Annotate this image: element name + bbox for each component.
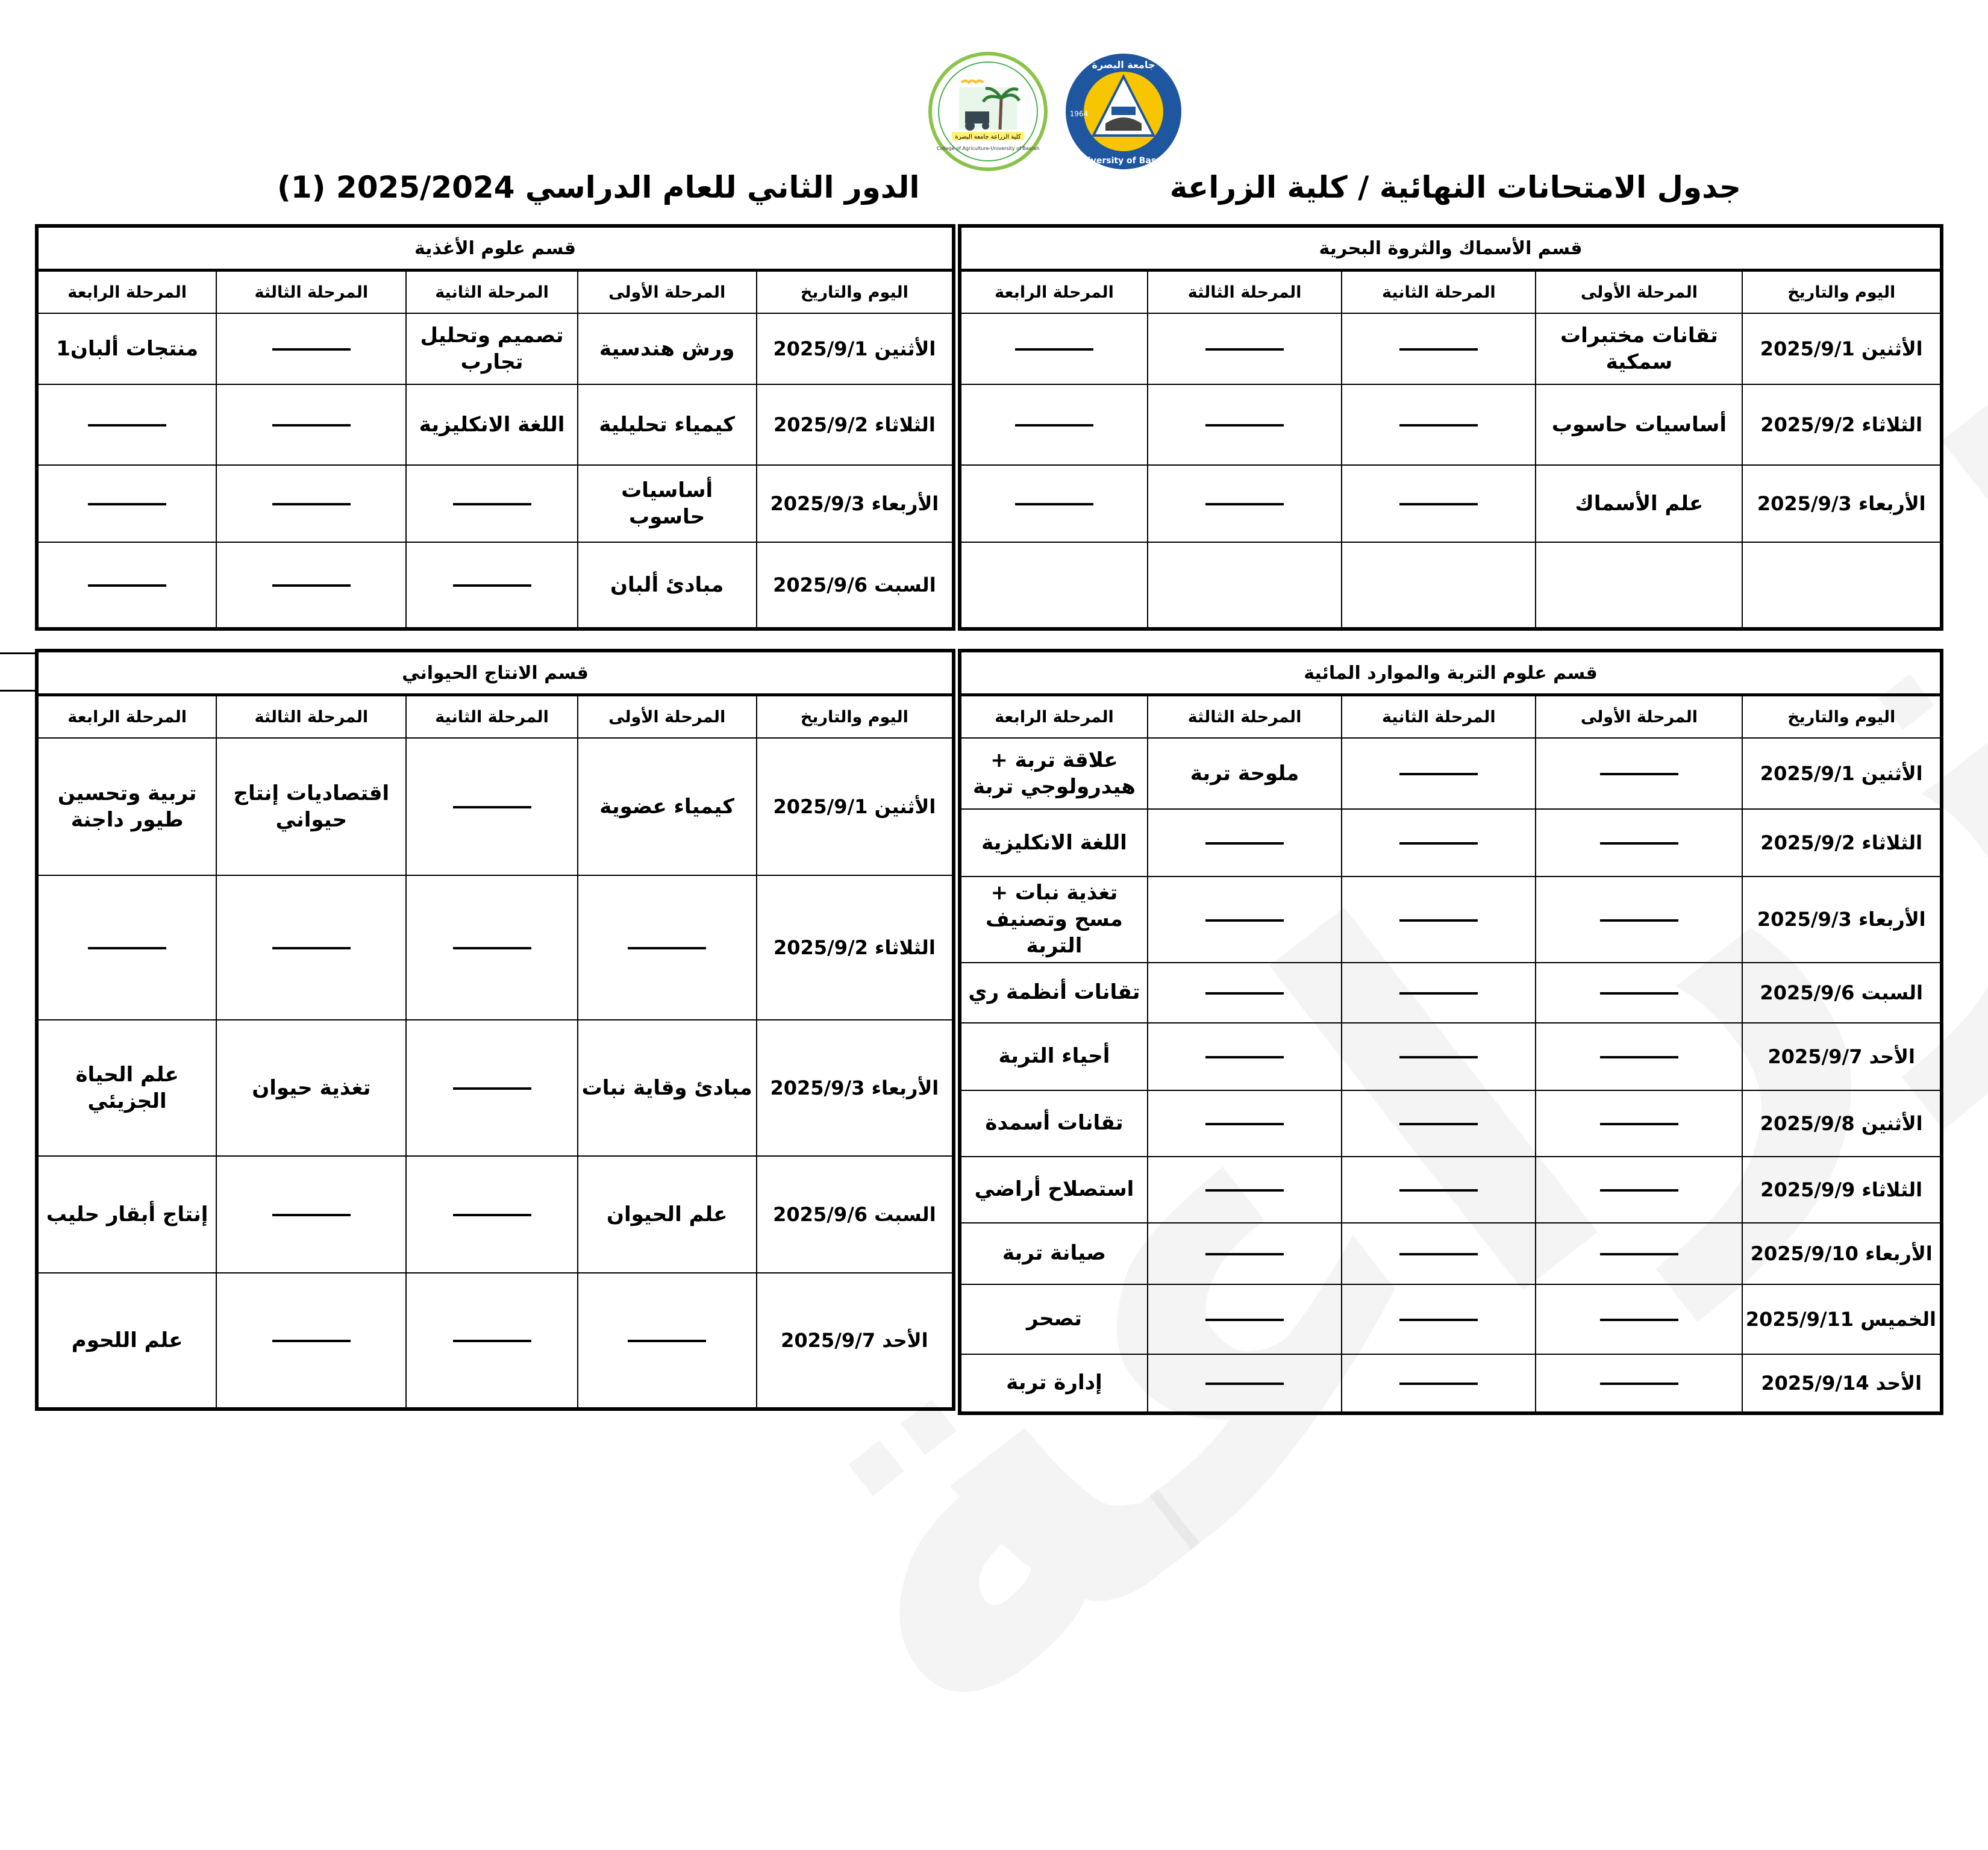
table-row bbox=[37, 1273, 954, 1409]
exam-date-cell: الأربعاء 2025/9/10 bbox=[1742, 1223, 1942, 1284]
table-row bbox=[37, 384, 954, 465]
logo-agri-arabic: كلية الزراعة جامعة البصرة bbox=[955, 134, 1021, 140]
table-row bbox=[37, 1156, 954, 1273]
empty-dash-cell bbox=[406, 738, 577, 875]
empty-dash-cell bbox=[1148, 1284, 1342, 1354]
empty-dash-cell bbox=[1148, 809, 1342, 877]
dash-line bbox=[1205, 1319, 1284, 1321]
subject-cell-stage-2: تصميم وتحليل تجارب bbox=[406, 313, 577, 384]
dash-line bbox=[1205, 919, 1284, 922]
exam-date-cell: الخميس 2025/9/11 bbox=[1742, 1284, 1942, 1354]
empty-dash-cell bbox=[1536, 1354, 1742, 1413]
dash-line bbox=[1600, 1056, 1678, 1058]
subject-cell-stage-2: اللغة الانكليزية bbox=[406, 384, 577, 465]
table-row bbox=[960, 542, 1942, 629]
empty-dash-cell bbox=[1536, 1157, 1742, 1223]
empty-dash-cell bbox=[1148, 313, 1342, 384]
subject-cell-stage-4: إنتاج أبقار حليب bbox=[37, 1156, 216, 1273]
column-header-stage-4: المرحلة الرابعة bbox=[37, 270, 216, 314]
dash-line bbox=[272, 424, 351, 427]
schedule-title: جدول الامتحانات النهائية / كلية الزراعة bbox=[1169, 170, 1741, 205]
dash-line bbox=[453, 947, 531, 949]
dash-line bbox=[1600, 1189, 1678, 1192]
empty-dash-cell bbox=[406, 1020, 577, 1156]
exam-date-cell: السبت 2025/9/6 bbox=[757, 542, 954, 629]
department-title: قسم الانتاج الحيواني bbox=[37, 651, 954, 695]
subject-cell-stage-3 bbox=[1148, 542, 1342, 629]
empty-dash-cell bbox=[1342, 809, 1536, 877]
exam-date-cell: الأثنين 2025/9/1 bbox=[757, 313, 954, 384]
subject-cell-stage-1: مبادئ ألبان bbox=[578, 542, 757, 629]
column-header-stage-2: المرحلة الثانية bbox=[1342, 695, 1536, 739]
empty-dash-cell bbox=[216, 465, 406, 542]
empty-dash-cell bbox=[1536, 1284, 1742, 1354]
empty-dash-cell bbox=[1536, 1090, 1742, 1157]
exam-date-cell: الأثنين 2025/9/8 bbox=[1742, 1090, 1942, 1157]
empty-dash-cell bbox=[1342, 1090, 1536, 1157]
empty-dash-cell bbox=[1342, 1284, 1536, 1354]
dash-line bbox=[453, 503, 531, 505]
subject-cell-stage-4: علم الحياة الجزيئي bbox=[37, 1020, 216, 1156]
logos bbox=[928, 51, 1193, 172]
empty-dash-cell bbox=[578, 1273, 757, 1409]
subject-cell-stage-4: تقانات أسمدة bbox=[960, 1090, 1148, 1157]
margin-line-top bbox=[0, 652, 37, 654]
subject-cell-stage-3: اقتصاديات إنتاج حيواني bbox=[216, 738, 406, 875]
empty-dash-cell bbox=[1536, 877, 1742, 963]
exam-date-cell: الأربعاء 2025/9/3 bbox=[757, 465, 954, 542]
empty-dash-cell bbox=[1342, 313, 1536, 384]
table-row bbox=[960, 1023, 1942, 1090]
empty-dash-cell bbox=[960, 313, 1148, 384]
dash-line bbox=[1399, 1123, 1478, 1125]
exam-date-cell: الأربعاء 2025/9/3 bbox=[1742, 877, 1942, 963]
table-row bbox=[37, 313, 954, 384]
column-header-row bbox=[960, 695, 1942, 739]
column-header-stage-2: المرحلة الثانية bbox=[406, 270, 577, 314]
column-header-day-date: اليوم والتاريخ bbox=[757, 270, 954, 314]
subject-cell-stage-4: استصلاح أراضي bbox=[960, 1157, 1148, 1223]
empty-dash-cell bbox=[216, 313, 406, 384]
dash-line bbox=[453, 1087, 531, 1090]
table-row bbox=[960, 1090, 1942, 1157]
margin-line-bottom bbox=[0, 690, 37, 692]
dash-line bbox=[1015, 424, 1093, 427]
empty-dash-cell bbox=[1148, 877, 1342, 963]
subject-cell-stage-4 bbox=[960, 542, 1148, 629]
column-header-stage-1: المرحلة الأولى bbox=[1536, 695, 1742, 739]
empty-dash-cell bbox=[406, 875, 577, 1020]
exam-date-cell: الثلاثاء 2025/9/2 bbox=[757, 875, 954, 1020]
dash-line bbox=[1205, 503, 1284, 505]
table-row bbox=[960, 877, 1942, 963]
subject-cell-stage-4: تقانات أنظمة ري bbox=[960, 963, 1148, 1023]
department-title: قسم علوم الأغذية bbox=[37, 226, 954, 270]
subject-cell-stage-1: ورش هندسية bbox=[578, 313, 757, 384]
dash-line bbox=[628, 1340, 706, 1342]
empty-dash-cell bbox=[1148, 1023, 1342, 1090]
dash-line bbox=[1600, 773, 1678, 775]
exam-date-cell: الأثنين 2025/9/1 bbox=[1742, 738, 1942, 809]
subject-cell-stage-1: علم الحيوان bbox=[578, 1156, 757, 1273]
logo-uni-text: University of Basrah bbox=[1075, 156, 1172, 166]
empty-dash-cell bbox=[1342, 384, 1536, 465]
dash-line bbox=[453, 584, 531, 587]
department-title: قسم علوم التربة والموارد المائية bbox=[960, 651, 1942, 695]
logo-uni-arabic: جامعة البصرة bbox=[1092, 59, 1155, 70]
column-header-day-date: اليوم والتاريخ bbox=[757, 695, 954, 739]
table-row bbox=[960, 809, 1942, 877]
empty-dash-cell bbox=[1148, 384, 1342, 465]
empty-dash-cell bbox=[37, 465, 216, 542]
empty-dash-cell bbox=[216, 542, 406, 629]
exam-date-cell: الأربعاء 2025/9/3 bbox=[1742, 465, 1942, 542]
exam-date-cell: الأحد 2025/9/7 bbox=[1742, 1023, 1942, 1090]
empty-dash-cell bbox=[406, 542, 577, 629]
dash-line bbox=[272, 348, 351, 351]
dash-line bbox=[1600, 1253, 1678, 1255]
dash-line bbox=[1205, 992, 1284, 995]
subject-cell-stage-1: أساسيات حاسوب bbox=[1536, 384, 1742, 465]
column-header-stage-3: المرحلة الثالثة bbox=[216, 695, 406, 739]
table-row bbox=[37, 875, 954, 1020]
dash-line bbox=[88, 947, 166, 949]
empty-dash-cell bbox=[37, 542, 216, 629]
column-header-stage-3: المرحلة الثالثة bbox=[1148, 270, 1342, 314]
dash-line bbox=[1205, 1189, 1284, 1192]
dash-line bbox=[453, 1214, 531, 1216]
dash-line bbox=[1205, 1123, 1284, 1125]
subject-cell-stage-4: تربية وتحسين طيور داجنة bbox=[37, 738, 216, 875]
empty-dash-cell bbox=[1536, 1223, 1742, 1284]
column-header-row bbox=[37, 695, 954, 739]
exam-date-cell: الثلاثاء 2025/9/2 bbox=[1742, 384, 1942, 465]
dash-line bbox=[1600, 842, 1678, 845]
column-header-day-date: اليوم والتاريخ bbox=[1742, 270, 1942, 314]
dash-line bbox=[1399, 424, 1478, 427]
subject-cell-stage-2 bbox=[1342, 542, 1536, 629]
empty-dash-cell bbox=[1536, 738, 1742, 809]
logo-uni-year: 1964 bbox=[1069, 110, 1089, 118]
table-row bbox=[960, 1223, 1942, 1284]
subject-cell-stage-4: صيانة تربة bbox=[960, 1223, 1148, 1284]
dash-line bbox=[1205, 424, 1284, 427]
dash-line bbox=[1399, 503, 1478, 505]
dash-line bbox=[453, 1340, 531, 1342]
empty-dash-cell bbox=[216, 384, 406, 465]
subject-cell-stage-1: أساسيات حاسوب bbox=[578, 465, 757, 542]
column-header-stage-4: المرحلة الرابعة bbox=[37, 695, 216, 739]
empty-dash-cell bbox=[37, 875, 216, 1020]
table-row bbox=[960, 465, 1942, 542]
subject-cell-stage-1: تقانات مختبرات سمكية bbox=[1536, 313, 1742, 384]
empty-dash-cell bbox=[1536, 1023, 1742, 1090]
dash-line bbox=[272, 1340, 351, 1342]
empty-dash-cell bbox=[1536, 963, 1742, 1023]
dash-line bbox=[272, 503, 351, 505]
subject-cell-stage-4: إدارة تربة bbox=[960, 1354, 1148, 1413]
exam-date-cell: الأثنين 2025/9/1 bbox=[757, 738, 954, 875]
empty-dash-cell bbox=[1148, 1090, 1342, 1157]
university-of-basrah-logo bbox=[1063, 51, 1184, 172]
empty-dash-cell bbox=[1342, 1223, 1536, 1284]
empty-dash-cell bbox=[1148, 465, 1342, 542]
college-of-agriculture-logo bbox=[928, 51, 1048, 172]
dash-line bbox=[1399, 1383, 1478, 1385]
exam-date-cell: الأثنين 2025/9/1 bbox=[1742, 313, 1942, 384]
dash-line bbox=[1205, 1383, 1284, 1385]
column-header-stage-3: المرحلة الثالثة bbox=[1148, 695, 1342, 739]
column-header-stage-4: المرحلة الرابعة bbox=[960, 270, 1148, 314]
table-row bbox=[37, 1020, 954, 1156]
column-header-stage-1: المرحلة الأولى bbox=[578, 270, 757, 314]
subject-cell-stage-3: تغذية حيوان bbox=[216, 1020, 406, 1156]
column-header-stage-3: المرحلة الثالثة bbox=[216, 270, 406, 314]
column-header-stage-2: المرحلة الثانية bbox=[406, 695, 577, 739]
subject-cell-stage-4: منتجات ألبان1 bbox=[37, 313, 216, 384]
table-row bbox=[960, 963, 1942, 1023]
column-header-stage-1: المرحلة الأولى bbox=[578, 695, 757, 739]
food-department-table bbox=[35, 224, 955, 631]
empty-dash-cell bbox=[1536, 809, 1742, 877]
dash-line bbox=[1205, 348, 1284, 351]
dash-line bbox=[1600, 1383, 1678, 1385]
subject-cell-stage-4: اللغة الانكليزية bbox=[960, 809, 1148, 877]
dash-line bbox=[272, 947, 351, 949]
dash-line bbox=[272, 584, 351, 587]
dash-line bbox=[88, 424, 166, 427]
empty-dash-cell bbox=[406, 1156, 577, 1273]
subject-cell-stage-4: تصحر bbox=[960, 1284, 1148, 1354]
subject-cell-stage-4: علم اللحوم bbox=[37, 1273, 216, 1409]
empty-dash-cell bbox=[1148, 1354, 1342, 1413]
dash-line bbox=[1205, 1253, 1284, 1255]
empty-dash-cell bbox=[1342, 1354, 1536, 1413]
dash-line bbox=[1600, 1319, 1678, 1321]
empty-dash-cell bbox=[216, 875, 406, 1020]
soil-department-table bbox=[958, 649, 1943, 1415]
column-header-stage-1: المرحلة الأولى bbox=[1536, 270, 1742, 314]
empty-dash-cell bbox=[1148, 963, 1342, 1023]
exam-date-cell: السبت 2025/9/6 bbox=[1742, 963, 1942, 1023]
dash-line bbox=[88, 584, 166, 587]
logo-agri-text: College of Agriculture-University of Basrah bbox=[936, 146, 1040, 151]
table-row bbox=[960, 1354, 1942, 1413]
animal-department-table bbox=[35, 649, 955, 1411]
dash-line bbox=[1399, 348, 1478, 351]
empty-dash-cell bbox=[1342, 963, 1536, 1023]
dash-line bbox=[1399, 1319, 1478, 1321]
empty-dash-cell bbox=[1342, 465, 1536, 542]
empty-dash-cell bbox=[960, 465, 1148, 542]
subject-cell-stage-4: تغذية نبات + مسح وتصنيف التربة bbox=[960, 877, 1148, 963]
dash-line bbox=[628, 947, 706, 949]
exam-date-cell: الأحد 2025/9/14 bbox=[1742, 1354, 1942, 1413]
empty-dash-cell bbox=[1148, 1157, 1342, 1223]
department-title: قسم الأسماك والثروة البحرية bbox=[960, 226, 1942, 270]
empty-dash-cell bbox=[1342, 1023, 1536, 1090]
empty-dash-cell bbox=[1342, 877, 1536, 963]
exam-date-cell bbox=[1742, 542, 1942, 629]
dash-line bbox=[453, 806, 531, 808]
subject-cell-stage-4: أحياء التربة bbox=[960, 1023, 1148, 1090]
dash-line bbox=[1600, 992, 1678, 995]
dash-line bbox=[1399, 919, 1478, 922]
dash-line bbox=[1015, 503, 1093, 505]
column-header-row bbox=[37, 270, 954, 314]
fish-department-table bbox=[958, 224, 1943, 631]
dash-line bbox=[1399, 1253, 1478, 1255]
table-row bbox=[960, 384, 1942, 465]
dash-line bbox=[272, 1214, 351, 1216]
empty-dash-cell bbox=[216, 1156, 406, 1273]
empty-dash-cell bbox=[406, 465, 577, 542]
empty-dash-cell bbox=[406, 1273, 577, 1409]
subject-cell-stage-1: كيمياء عضوية bbox=[578, 738, 757, 875]
empty-dash-cell bbox=[37, 384, 216, 465]
subject-cell-stage-1 bbox=[1536, 542, 1742, 629]
table-row bbox=[37, 542, 954, 629]
subject-cell-stage-1: علم الأسماك bbox=[1536, 465, 1742, 542]
exam-date-cell: الأربعاء 2025/9/3 bbox=[757, 1020, 954, 1156]
table-row bbox=[960, 1284, 1942, 1354]
dash-line bbox=[1205, 1056, 1284, 1058]
dash-line bbox=[1399, 1189, 1478, 1192]
empty-dash-cell bbox=[1342, 1157, 1536, 1223]
exam-date-cell: الأحد 2025/9/7 bbox=[757, 1273, 954, 1409]
dash-line bbox=[1600, 919, 1678, 922]
column-header-stage-4: المرحلة الرابعة bbox=[960, 695, 1148, 739]
table-row bbox=[960, 1157, 1942, 1223]
table-row bbox=[960, 313, 1942, 384]
dash-line bbox=[1399, 842, 1478, 845]
exam-date-cell: الثلاثاء 2025/9/9 bbox=[1742, 1157, 1942, 1223]
exam-date-cell: الثلاثاء 2025/9/2 bbox=[757, 384, 954, 465]
subject-cell-stage-3: ملوحة تربة bbox=[1148, 738, 1342, 809]
dash-line bbox=[88, 503, 166, 505]
empty-dash-cell bbox=[1342, 738, 1536, 809]
empty-dash-cell bbox=[1148, 1223, 1342, 1284]
dash-line bbox=[1205, 842, 1284, 845]
empty-dash-cell bbox=[578, 875, 757, 1020]
dash-line bbox=[1399, 773, 1478, 775]
exam-session-title: الدور الثاني للعام الدراسي 2025/2024 (1) bbox=[277, 170, 920, 205]
table-row bbox=[37, 738, 954, 875]
table-row bbox=[960, 738, 1942, 809]
subject-cell-stage-1: كيمياء تحليلية bbox=[578, 384, 757, 465]
subject-cell-stage-4: علاقة تربة + هيدرولوجي تربة bbox=[960, 738, 1148, 809]
exam-date-cell: الثلاثاء 2025/9/2 bbox=[1742, 809, 1942, 877]
table-row bbox=[37, 465, 954, 542]
dash-line bbox=[1600, 1123, 1678, 1125]
subject-cell-stage-1: مبادئ وقاية نبات bbox=[578, 1020, 757, 1156]
column-header-stage-2: المرحلة الثانية bbox=[1342, 270, 1536, 314]
column-header-row bbox=[960, 270, 1942, 314]
dash-line bbox=[1015, 348, 1093, 351]
exam-date-cell: السبت 2025/9/6 bbox=[757, 1156, 954, 1273]
empty-dash-cell bbox=[960, 384, 1148, 465]
column-header-day-date: اليوم والتاريخ bbox=[1742, 695, 1942, 739]
dash-line bbox=[1399, 1056, 1478, 1058]
empty-dash-cell bbox=[216, 1273, 406, 1409]
dash-line bbox=[1399, 992, 1478, 995]
